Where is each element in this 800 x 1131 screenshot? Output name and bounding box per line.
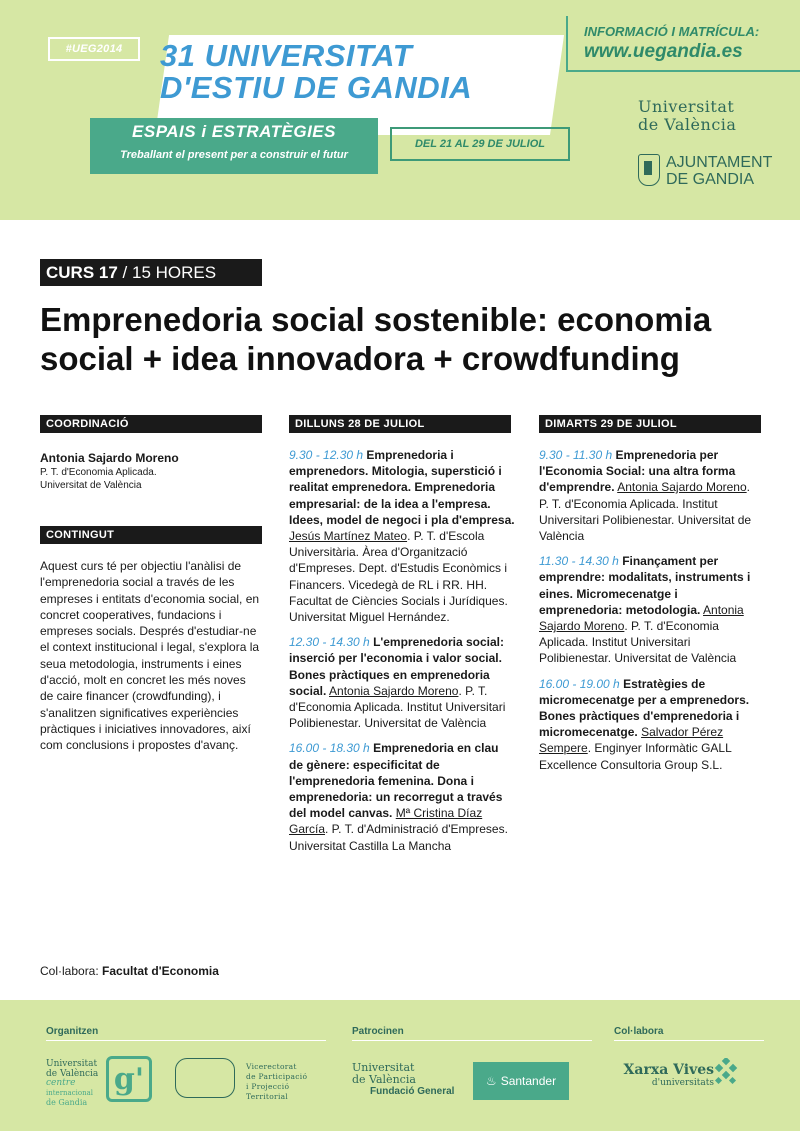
speaker-name: Antonia Sajardo Moreno [329, 683, 459, 698]
session-item: 9.30 - 11.30 h Emprenedoria per l'Economia Social: una altra forma d'emprendre. Antonia Sajardo Moreno. P. T. d'Economia Aplicada. Institut Universitari Polibienestar. Universitat de València [539, 448, 752, 544]
sponsors-label: Patrocinen [352, 1026, 404, 1037]
session-item: 9.30 - 12.30 h Emprenedoria i emprenedors. Mitologia, superstició i realitat emprenedora. Emprenedoria empresarial: de la idea a l'empresa. Idees, model de negoci i pla d'empresa. Jesús Martínez Mateo. P. T. d'Escola Universitària. Àrea d'Organització d'Empreses. Dept. d'Estudis Econòmics i Financers. Vicedegà de RL i RR. HH. Facultat de Ciències Socials i Jurídiques. Universitat Miguel Hernández. [289, 448, 515, 625]
speaker-name: Jesús Martínez Mateo [289, 529, 408, 544]
coordinator-affiliation: P. T. d'Economia Aplicada. Universitat de València [40, 467, 157, 491]
theme-title: ESPAIS i ESTRATÈGIES [132, 122, 336, 141]
coordinator-name: Antonia Sajardo Moreno [40, 451, 179, 465]
event-title: 31 UNIVERSITAT D'ESTIU DE GANDIA [160, 38, 473, 105]
vicerectorat-logo-icon [175, 1058, 235, 1098]
xarxa-dots-icon [713, 1058, 739, 1084]
day2-heading: DIMARTS 29 DE JULIOL [539, 415, 761, 433]
info-url-link[interactable]: www.uegandia.es [584, 41, 743, 62]
speaker-name: Antonia Sajardo Moreno [539, 602, 744, 634]
speaker-name: Salvador Pérez Sempere [539, 725, 724, 756]
event-dates: DEL 21 AL 29 DE JULIOL [390, 127, 570, 161]
g-logo-icon: g' [106, 1056, 152, 1102]
santander-logo: ♨ Santander [473, 1062, 569, 1100]
coat-of-arms-icon [638, 154, 660, 186]
coordination-heading: COORDINACIÓ [40, 415, 262, 433]
session-item: 16.00 - 18.30 h Emprenedoria en clau de gènere: especificitat de l'emprenedoria femenina. Dona i emprenedoria: un recorregut a través del model canvas. Mª Cristina Díaz García. P. T. d'Administració d'Empreses. Universitat Castilla La Mancha [289, 741, 508, 853]
info-box [566, 16, 800, 72]
header-banner [0, 0, 800, 220]
info-label: INFORMACIÓ I MATRÍCULA: [584, 24, 760, 39]
hashtag-badge: #UEG2014 [48, 37, 140, 61]
universitat-valencia-logo: Universitat de València [638, 97, 737, 134]
vicerectorat-logo: Vicerectorat de Participació i Projecció Territorial [246, 1062, 308, 1101]
course-title: Emprenedoria social sostenible: economia social + idea innovadora + crowdfunding [40, 301, 712, 377]
divider [614, 1040, 764, 1041]
speaker-name: Mª Cristina Díaz García [289, 806, 483, 837]
fundacio-general-logo: Universitat de València Fundació General [352, 1061, 455, 1097]
divider [352, 1040, 592, 1041]
session-item: 12.30 - 14.30 h L'emprenedoria social: inserció per l'economia i valor social. Bones pràctiques en emprenedoria social. Antonia Sajardo Moreno. P. T. d'Economia Aplicada. Institut Universitari Polibienestar. Universitat de València [289, 635, 506, 731]
session-item: 16.00 - 19.00 h Estratègies de micromecenatge per a emprenedors. Bones pràctiques d'emprenedoria i micromecenatge. Salvador Pérez Sempere. Enginyer Informàtic GALL Excellence Consultoria Group S.L. [539, 676, 750, 772]
day1-sessions [289, 447, 515, 863]
uv-centre-gandia-logo: Universitat de València centre internacional de Gandia [46, 1059, 99, 1107]
collaboration-note: Col·labora: Facultat d'Economia [40, 964, 219, 978]
content-heading: CONTINGUT [40, 526, 262, 544]
organizers-label: Organitzen [46, 1026, 99, 1037]
flame-icon: ♨ [485, 1074, 497, 1088]
xarxa-vives-logo: Xarxa Vives d'universitats [623, 1062, 714, 1088]
collaborator-label: Col·labora [614, 1026, 664, 1037]
day2-sessions [539, 447, 763, 782]
footer-sponsors [0, 1000, 800, 1131]
course-number-bar [40, 259, 262, 286]
course-hours: / 15 HORES [122, 262, 217, 282]
content-text: Aquest curs té per objectiu l'anàlisi de l'emprenedoria social a través de les empreses i entitats d'economia social, en concret cooperatives, fundacions i empreses socials. Després d'estudiar-ne el context institucional i legal, s'explora la seua metodologia, instruments i eines d'acció, molt en concret les més noves de caire financer (crowdfunding), i s'analitzen significatives experiències pràctiques i iniciatives innovadores, així com conclusions i propostes d'avanç. [40, 559, 260, 753]
day1-heading: DILLUNS 28 DE JULIOL [289, 415, 511, 433]
session-item: 11.30 - 14.30 h Finançament per emprendre: modalitats, instruments i eines. Micromecenatge i emprenedoria: metodologia. Antonia Sajardo Moreno. P. T. d'Economia Aplicada. Institut Universitari Polibienestar. Universitat de València [539, 554, 751, 666]
course-number: CURS 17 [46, 262, 118, 282]
divider [46, 1040, 326, 1041]
ajuntament-gandia-logo: AJUNTAMENT DE GANDIA [638, 152, 778, 192]
theme-subtitle: Treballant el present per a construir el futur [120, 149, 348, 161]
speaker-name: Antonia Sajardo Moreno [617, 480, 747, 495]
